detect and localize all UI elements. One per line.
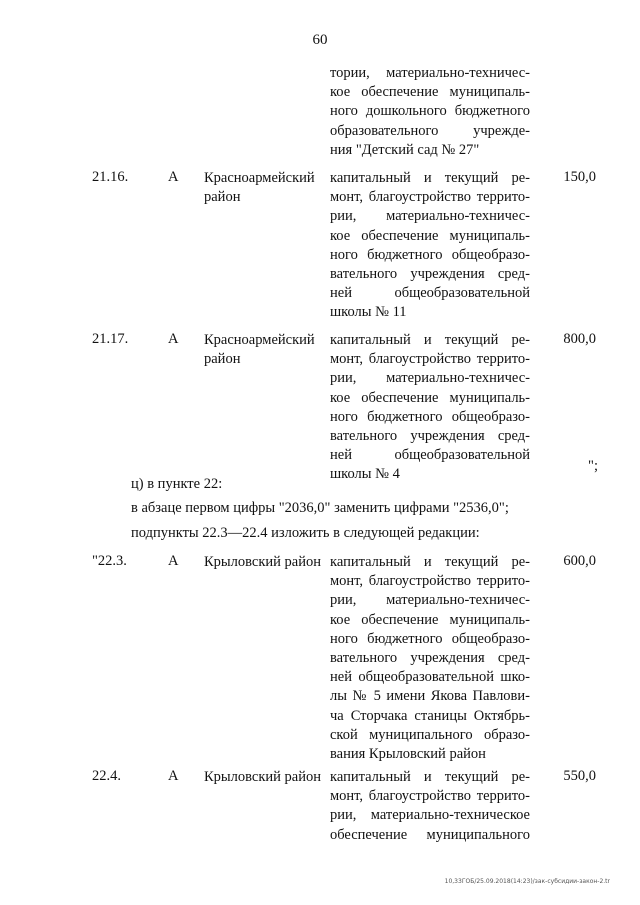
row-description: капитальный и текущий ре- монт, благоустройство террито- рии, материально-техничес- кое обеспечение муниципаль- ного бюджетного общеобразо- вательного учреждения сред- ней общеобразовательной школы № 11 [330, 170, 530, 321]
row-amount: 800,0 [563, 331, 596, 347]
row-category: А [168, 553, 179, 569]
row-category: А [168, 331, 179, 347]
row-district: Красноармейский район [204, 332, 315, 367]
row-district: Крыловский район [204, 769, 321, 785]
row-number: 21.16. [92, 169, 129, 185]
row-description: капитальный и текущий ре- монт, благоустройство террито- рии, материально-техническое обеспечение муниципального [330, 769, 530, 843]
footer-file-stamp: 10,33ГОБ/25.09.2018(14:23)/зак-субсидии-закон-2.tr [444, 878, 610, 885]
row-category: А [168, 169, 179, 185]
paragraph-replace-digits: в абзаце первом цифры "2036,0" заменить цифрами "2536,0"; [131, 500, 509, 516]
row-description: капитальный и текущий ре- монт, благоустройство террито- рии, материально-техничес- кое обеспечение муниципаль- ного бюджетного общеобразо- вательного учреждения сред- ней общеобразовательной школы № 4 [330, 332, 530, 483]
row-district: Красноармейский район [204, 170, 315, 205]
closing-quote-mark: "; [588, 458, 598, 474]
page-number: 60 [312, 32, 328, 48]
row-amount: 150,0 [563, 169, 596, 185]
top-fragment-description: тории, материально-техничес- кое обеспечение муниципаль- ного дошкольного бюджетного образовательного учрежде- ния "Детский сад № 27" [330, 65, 530, 158]
row-number: 21.17. [92, 331, 129, 347]
paragraph-subitem: ц) в пункте 22: [131, 476, 223, 492]
row-category: А [168, 768, 179, 784]
row-amount: 600,0 [563, 553, 596, 569]
row-amount: 550,0 [563, 768, 596, 784]
row-description: капитальный и текущий ре- монт, благоустройство террито- рии, материально-техничес- кое обеспечение муниципаль- ного бюджетного общеобразо- вательного учреждения сред- ней общеобразовательной шко- лы № 5 имени Якова Павлови- ча Сторчака станицы Октябрь- ской муниципального образо- вания Крыловский район [330, 554, 530, 763]
row-number: "22.3. [92, 553, 127, 569]
row-district: Крыловский район [204, 554, 321, 570]
paragraph-restate-subitems: подпункты 22.3—22.4 изложить в следующей редакции: [131, 525, 480, 541]
row-number: 22.4. [92, 768, 121, 784]
